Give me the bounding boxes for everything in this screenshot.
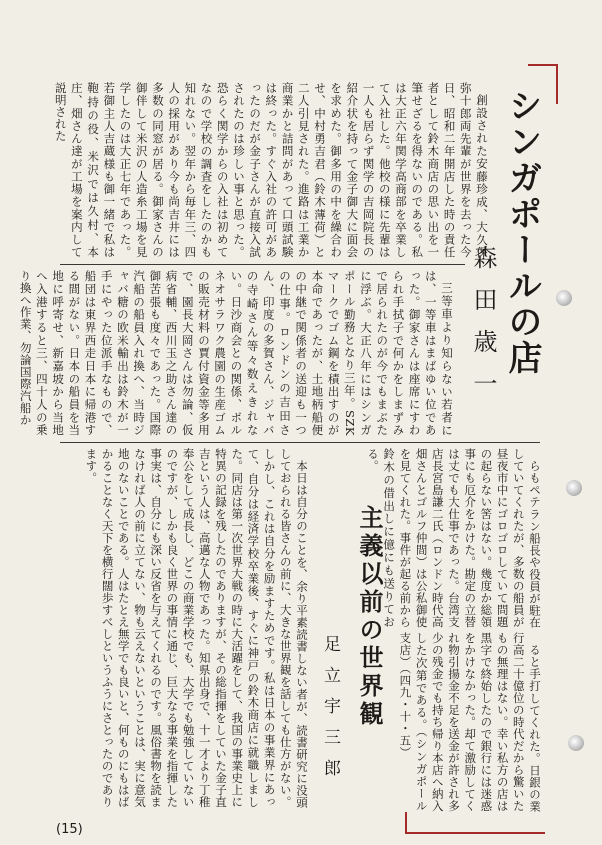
article1-paragraph-top: 創設された安藤珍成、大久保弥十郎両先輩が世界を去った今日、昭和二年開店した時の責任者として鈴木商店の思い出を一筆せざるを得ないのである。私は大正六年関学高商部を卒業して入社した。他校の様に先輩は一人も居らず関学の吉岡院長の紹介状を持って金子御大に面会を求めた。御多用の中を繰合わせ、中村勇吉君（鈴木薄荷）と二人引見された。進路は工業か商業かと詰問があって口頭試験は終った。すぐ入社の許可があったのだが金子さんが直接入試されたのは珍しい事と思った。恐らく関学からの入社は初めてなので学校の調査をしたのかも知れない。翌年から毎年三、四人の採用があり今も尚吉井には多数の同窓が居る。御家さんの御伴して米沢の人造糸工場を見学したのは大正七年であった。若御主人吉蔵様も御一緒で私は鞄持の役、米沢では久村、本庄、畑さん達が工場を案内して説明された bbox=[53, 82, 489, 258]
article1-author: 森田歳一 bbox=[469, 245, 497, 413]
article2-author: 足立宇三郎 bbox=[320, 635, 340, 790]
article-divider bbox=[60, 442, 540, 443]
article1-body-bottom bbox=[18, 270, 455, 436]
article2-paragraph: 本日は自分のことを、余り平素読書しない者が、読書研究に没頭しておられる皆さんの前に、大きな世界観を話しても仕方がない。しかし、これは自分を励ますためです。私は日本の事業界にあって、自分は経済学校卒業後、すぐに神戸の鈴木商店に就職しました。同店は第一次世界大戦の時に大活躍をして、我国の事業史上に特異の記録を残したのでありますが、その総指揮をしていた金子直吉という人は、高邁な人物であった。知県出身で、十一才より丁稚奉公をして成長し、どこの商業学校でも、大学でも勉強していないのですが、しかも良く世界の事情に通じ、巨大なる事業を指揮した事実は、自分にも深い反省を与えてくれるのです。風俗書物を読まなければ人の前に立てない、物も云えないということは、実に意気地のないことである。人はたとえ無学でも良いと、何ものにもはばかることなく天下を横行闊歩すべしというふうにさとったのであります。 bbox=[84, 448, 309, 808]
article2-title: 主義以前の世界観 bbox=[355, 505, 384, 729]
article2-paragraph-top: ると手打してくれた。日銀の業行高二十億位の時代だから驚いたもの無理はない。幸い私方の店は黒字で終始したので銀行には迷惑をかけなかった。却て激励してくれ物引揚金不足を送金が許され多少の残金でも持ち帰り本店へ納入した次第である。（シンガポール支店）（四九・十・五） bbox=[398, 632, 542, 812]
article1-continuation bbox=[365, 448, 543, 628]
red-corner-mark-bottom bbox=[405, 812, 407, 834]
red-corner-mark-top bbox=[528, 64, 558, 66]
red-corner-mark-top-vertical bbox=[556, 64, 558, 104]
binder-hole-middle bbox=[566, 480, 582, 496]
binder-hole-bottom bbox=[568, 735, 584, 751]
article1-paragraph-continuation: らもペテラン船長や役員が駐在していてくれたが、多数の船員が昼夜市中にゴロゴロしていて問題の起らない筈はない。幾度か総領事にも厄介をかけた。勘定の立替は丈でも大仕事であった。台湾支店長宮島謙二氏（ロンドン時代高畑さんとゴルフ仲間）は公私御使を見てくれた。事件が起る前から鈴木の借出しに億にも送りておる。 bbox=[365, 448, 542, 628]
red-corner-mark-bottom-horizontal bbox=[405, 832, 545, 834]
page-number: (15) bbox=[56, 822, 83, 837]
article1-title: シンガポールの店 bbox=[502, 88, 542, 376]
binder-hole-top bbox=[556, 290, 572, 306]
article1-body-top bbox=[53, 82, 490, 258]
article1-paragraph-bottom: 三等車より知らない若者には、一等車はまばゆい位であった。御家さんは座席にすわられ手拭子で何かをしまずみで居られたのが今でもまぶたに浮ぶ。大正八年にはシンガポール勤務となり三年。SZKマークでゴム鋼を積出すのが本命であったが、土地柄船便の中継で関係者の送迎も一つの仕事。ロンドンの吉田さん、印度の多賀さん、ジャバの寺崎さん等々数えきれない。日沙商会との関係、ボルネオサラワク農園の生産ゴムの販売材料の賈付資金等多用で、園長大岡さんは勿論、仮病省輔、西川玉之助さん達の御苦張も度々であった。国際汽船の船員入れ換へ、当時ジャバ糖の欧米輸出は鈴木が一手にやった位派手なもので、船団は東界西走日本に帰港する間がない。日本の船員を当地に呼寄せ、新嘉坡から当地へ入港すると三、四十人の乗り換へ作業、勿論国際汽船か bbox=[18, 270, 454, 436]
article2-body bbox=[60, 448, 310, 808]
column-divider-1 bbox=[60, 264, 465, 265]
article2-body-top bbox=[395, 632, 543, 812]
